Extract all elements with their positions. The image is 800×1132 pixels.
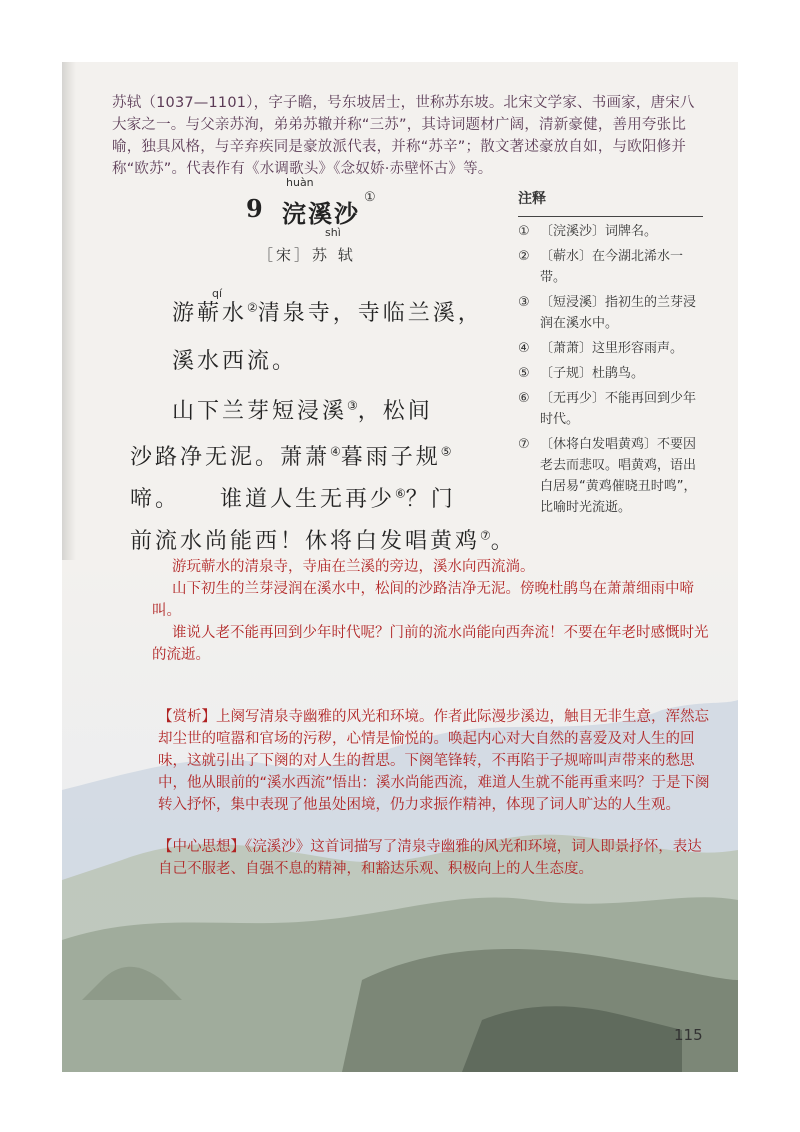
- poem-line: 游蕲水②清泉寺，寺临兰溪，: [172, 300, 483, 326]
- note-item: ① 〔浣溪沙〕词牌名。: [518, 224, 658, 239]
- handwritten-translation: [152, 556, 712, 666]
- poem-line: 前流水尚能西！休将白发唱黄鸡⑦。: [130, 528, 516, 554]
- lesson-title-block: [246, 176, 506, 236]
- author-pinyin: shì: [325, 226, 341, 239]
- poem-line: 山下兰芽短浸溪③，松间: [172, 398, 433, 424]
- central-idea-text: 【中心思想】《浣溪沙》这首词描写了清泉寺幽雅的风光和环境，词人即景抒怀，表达自己不服老、自强不息的精神，和豁达乐观、积极向上的人生态度。: [158, 839, 702, 877]
- translation-line: 山下初生的兰芽浸润在溪水中，松间的沙路洁净无泥。傍晚杜鹃鸟在萧萧细雨中啼叫。: [152, 581, 694, 619]
- note-item: ⑤ 〔子规〕杜鹃鸟。: [518, 366, 645, 381]
- note-item: ④ 〔萧萧〕这里形容雨声。: [518, 341, 684, 356]
- note-item: ② 〔蕲水〕在今湖北浠水一带。: [518, 249, 684, 285]
- qi-pinyin: qí: [212, 287, 223, 300]
- appreciation-text: 【赏析】上阕写清泉寺幽雅的风光和环境。作者此际漫步溪边，触目无非生意，浑然忘却尘世的喧嚣和官场的污秽，心情是愉悦的。唤起内心对大自然的喜爱及对人生的回味，这就引出了下阕的对人生的哲思。下阕笔锋转，不再陷于子规啼叫声带来的愁思中，他从眼前的“溪水西流”悟出：溪水尚能西流，难道人生就不能再重来吗？于是下阕转入抒怀，集中表现了他虽处困境，仍力求振作精神，体现了词人旷达的人生观。: [158, 709, 710, 813]
- note-item: ③ 〔短浸溪〕指初生的兰芽浸润在溪水中。: [518, 295, 697, 331]
- translation-line: 游玩蕲水的清泉寺，寺庙在兰溪的旁边，溪水向西流淌。: [172, 559, 535, 575]
- translation-line: 谁说人老不能再回到少年时代呢？门前的流水尚能向西奔流！不要在年老时感慨时光的流逝。: [152, 625, 709, 663]
- author-bio: 苏轼（1037—1101），字子瞻，号东坡居士，世称苏东坡。北宋文学家、书画家，唐宋八大家之一。与父亲苏洵，弟弟苏辙并称“三苏”，其诗词题材广阔，清新豪健，善用夸张比喻，独具风格，与辛弃疾同是豪放派代表，并称“苏辛”；散文著述豪放自如，与欧阳修并称“欧苏”。代表作有《水调歌头》《念奴娇·赤壁怀古》等。: [112, 95, 695, 177]
- title-pinyin: huàn: [286, 176, 314, 189]
- note-item: ⑦ 〔休将白发唱黄鸡〕不要因老去而悲叹。唱黄鸡，语出白居易“黄鸡催晓丑时鸣”，比喻时光流逝。: [518, 437, 697, 515]
- note-item: ⑥ 〔无再少〕不能再回到少年时代。: [518, 391, 697, 427]
- poem-line: 溪水西流。: [172, 349, 298, 374]
- poem-author: ［宋］苏 轼: [258, 246, 356, 264]
- page-number: 115: [674, 1026, 703, 1044]
- notes-panel: [518, 188, 708, 518]
- title-footnote-marker: ①: [364, 190, 376, 205]
- lesson-title: 浣溪沙: [282, 199, 360, 228]
- poem-line: 啼。 谁道人生无再少⑥？门: [130, 486, 456, 512]
- lesson-number: 9: [246, 194, 263, 223]
- appreciation-note: [152, 706, 712, 816]
- poem-line: 沙路净无泥。萧萧④暮雨子规⑤: [130, 444, 452, 470]
- notes-heading: 注释: [518, 188, 703, 217]
- central-idea-note: [152, 836, 712, 880]
